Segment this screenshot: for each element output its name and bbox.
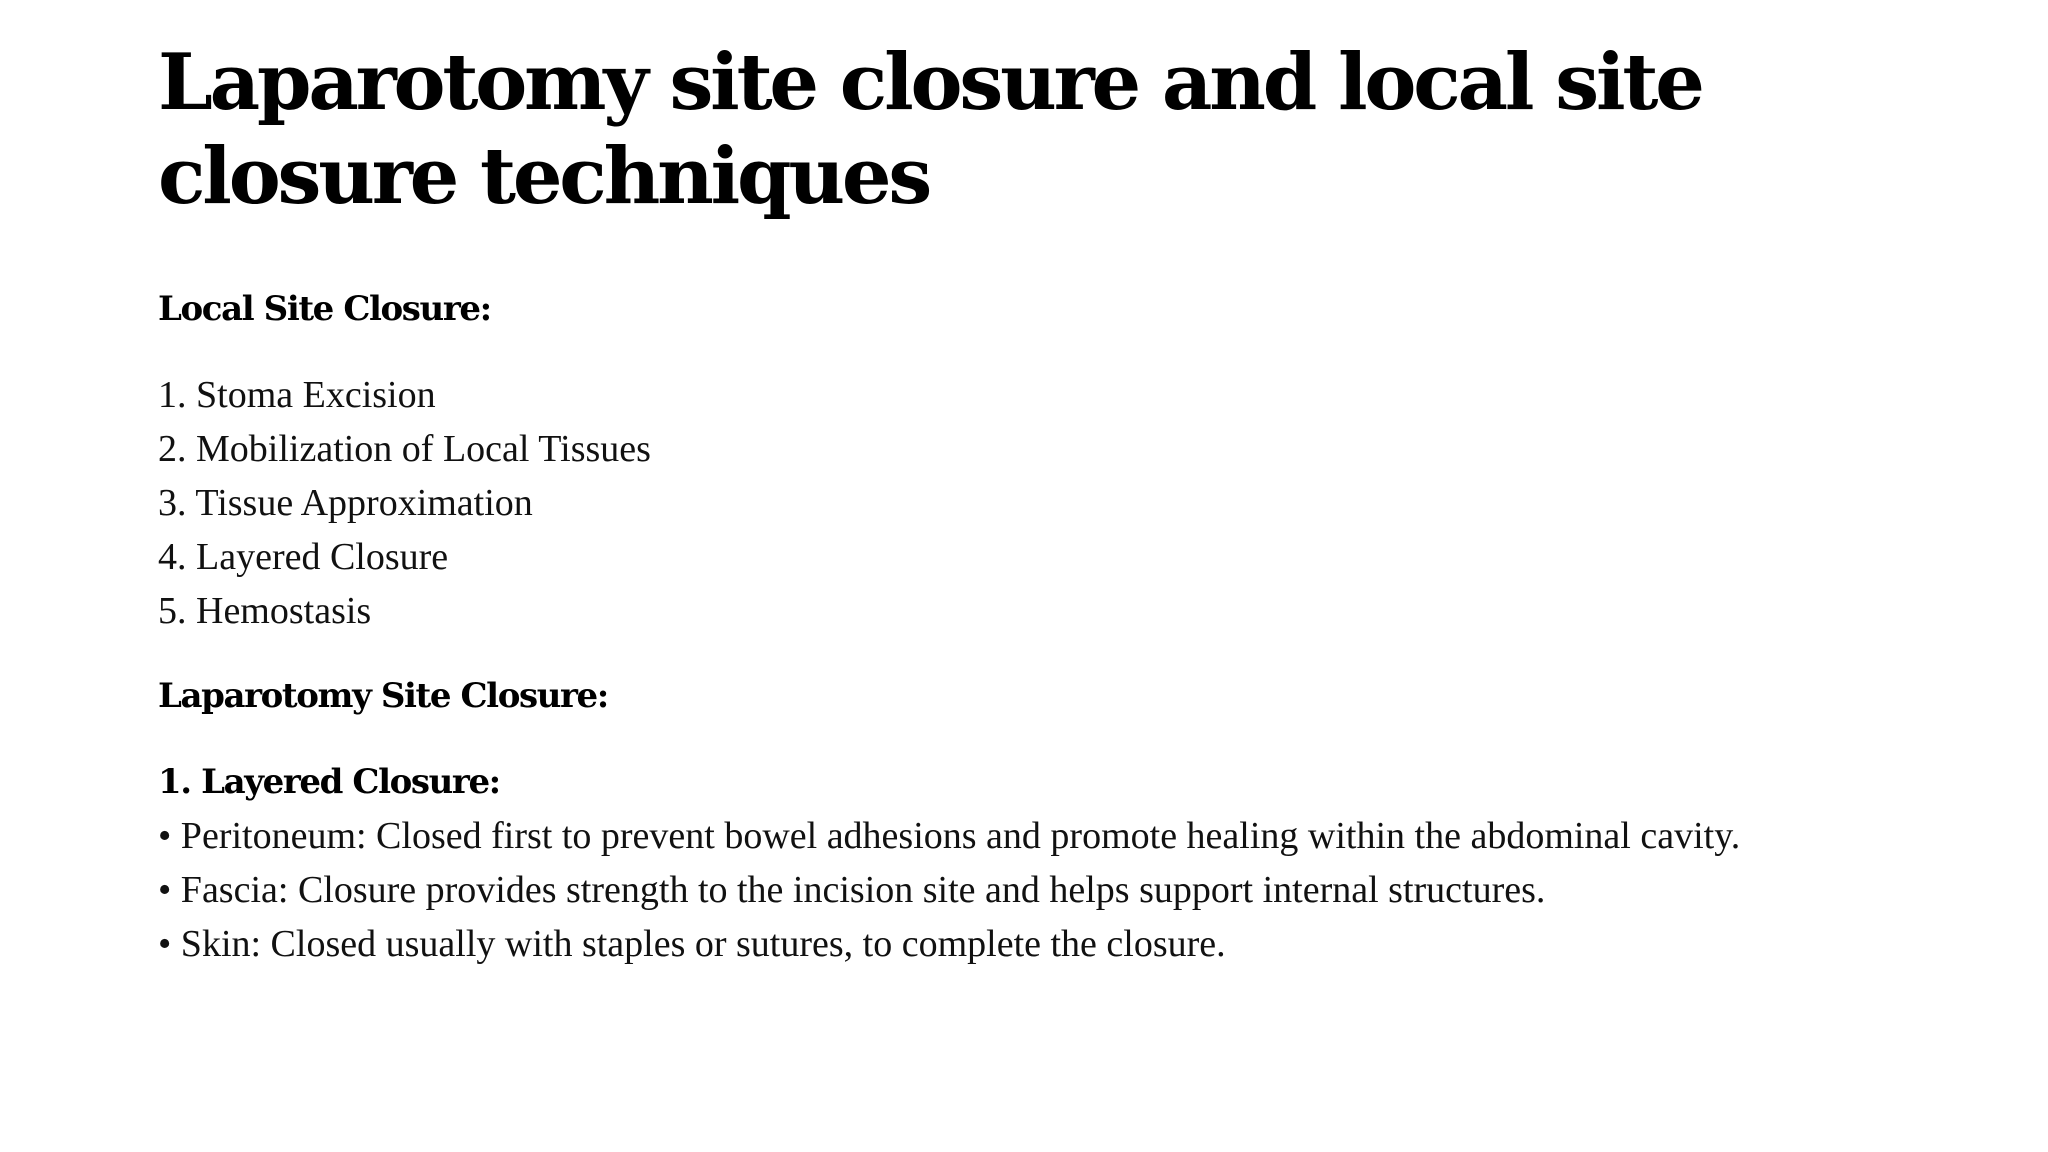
- layered-closure-subheading: 1. Layered Closure:: [158, 762, 500, 802]
- list-item: 5. Hemostasis: [158, 590, 372, 632]
- list-item: 2. Mobilization of Local Tissues: [158, 428, 651, 470]
- list-item: 4. Layered Closure: [158, 536, 449, 578]
- slide-title: Laparotomy site closure and local site closure techniques: [158, 37, 1702, 222]
- list-item: 1. Stoma Excision: [158, 374, 436, 416]
- local-site-closure-steps: [158, 368, 1958, 638]
- layered-closure-bullets: [158, 809, 1958, 971]
- list-item: • Skin: Closed usually with staples or sutures, to complete the closure.: [158, 923, 1226, 965]
- slide-content: [158, 36, 1958, 971]
- laparotomy-site-closure-heading: Laparotomy Site Closure:: [158, 676, 608, 716]
- local-site-closure-heading: Local Site Closure:: [158, 289, 491, 329]
- list-item: • Peritoneum: Closed first to prevent bowel adhesions and promote healing within the abdominal cavity.: [158, 815, 1741, 857]
- list-item: 3. Tissue Approximation: [158, 482, 533, 524]
- list-item: • Fascia: Closure provides strength to the incision site and helps support internal structures.: [158, 869, 1546, 911]
